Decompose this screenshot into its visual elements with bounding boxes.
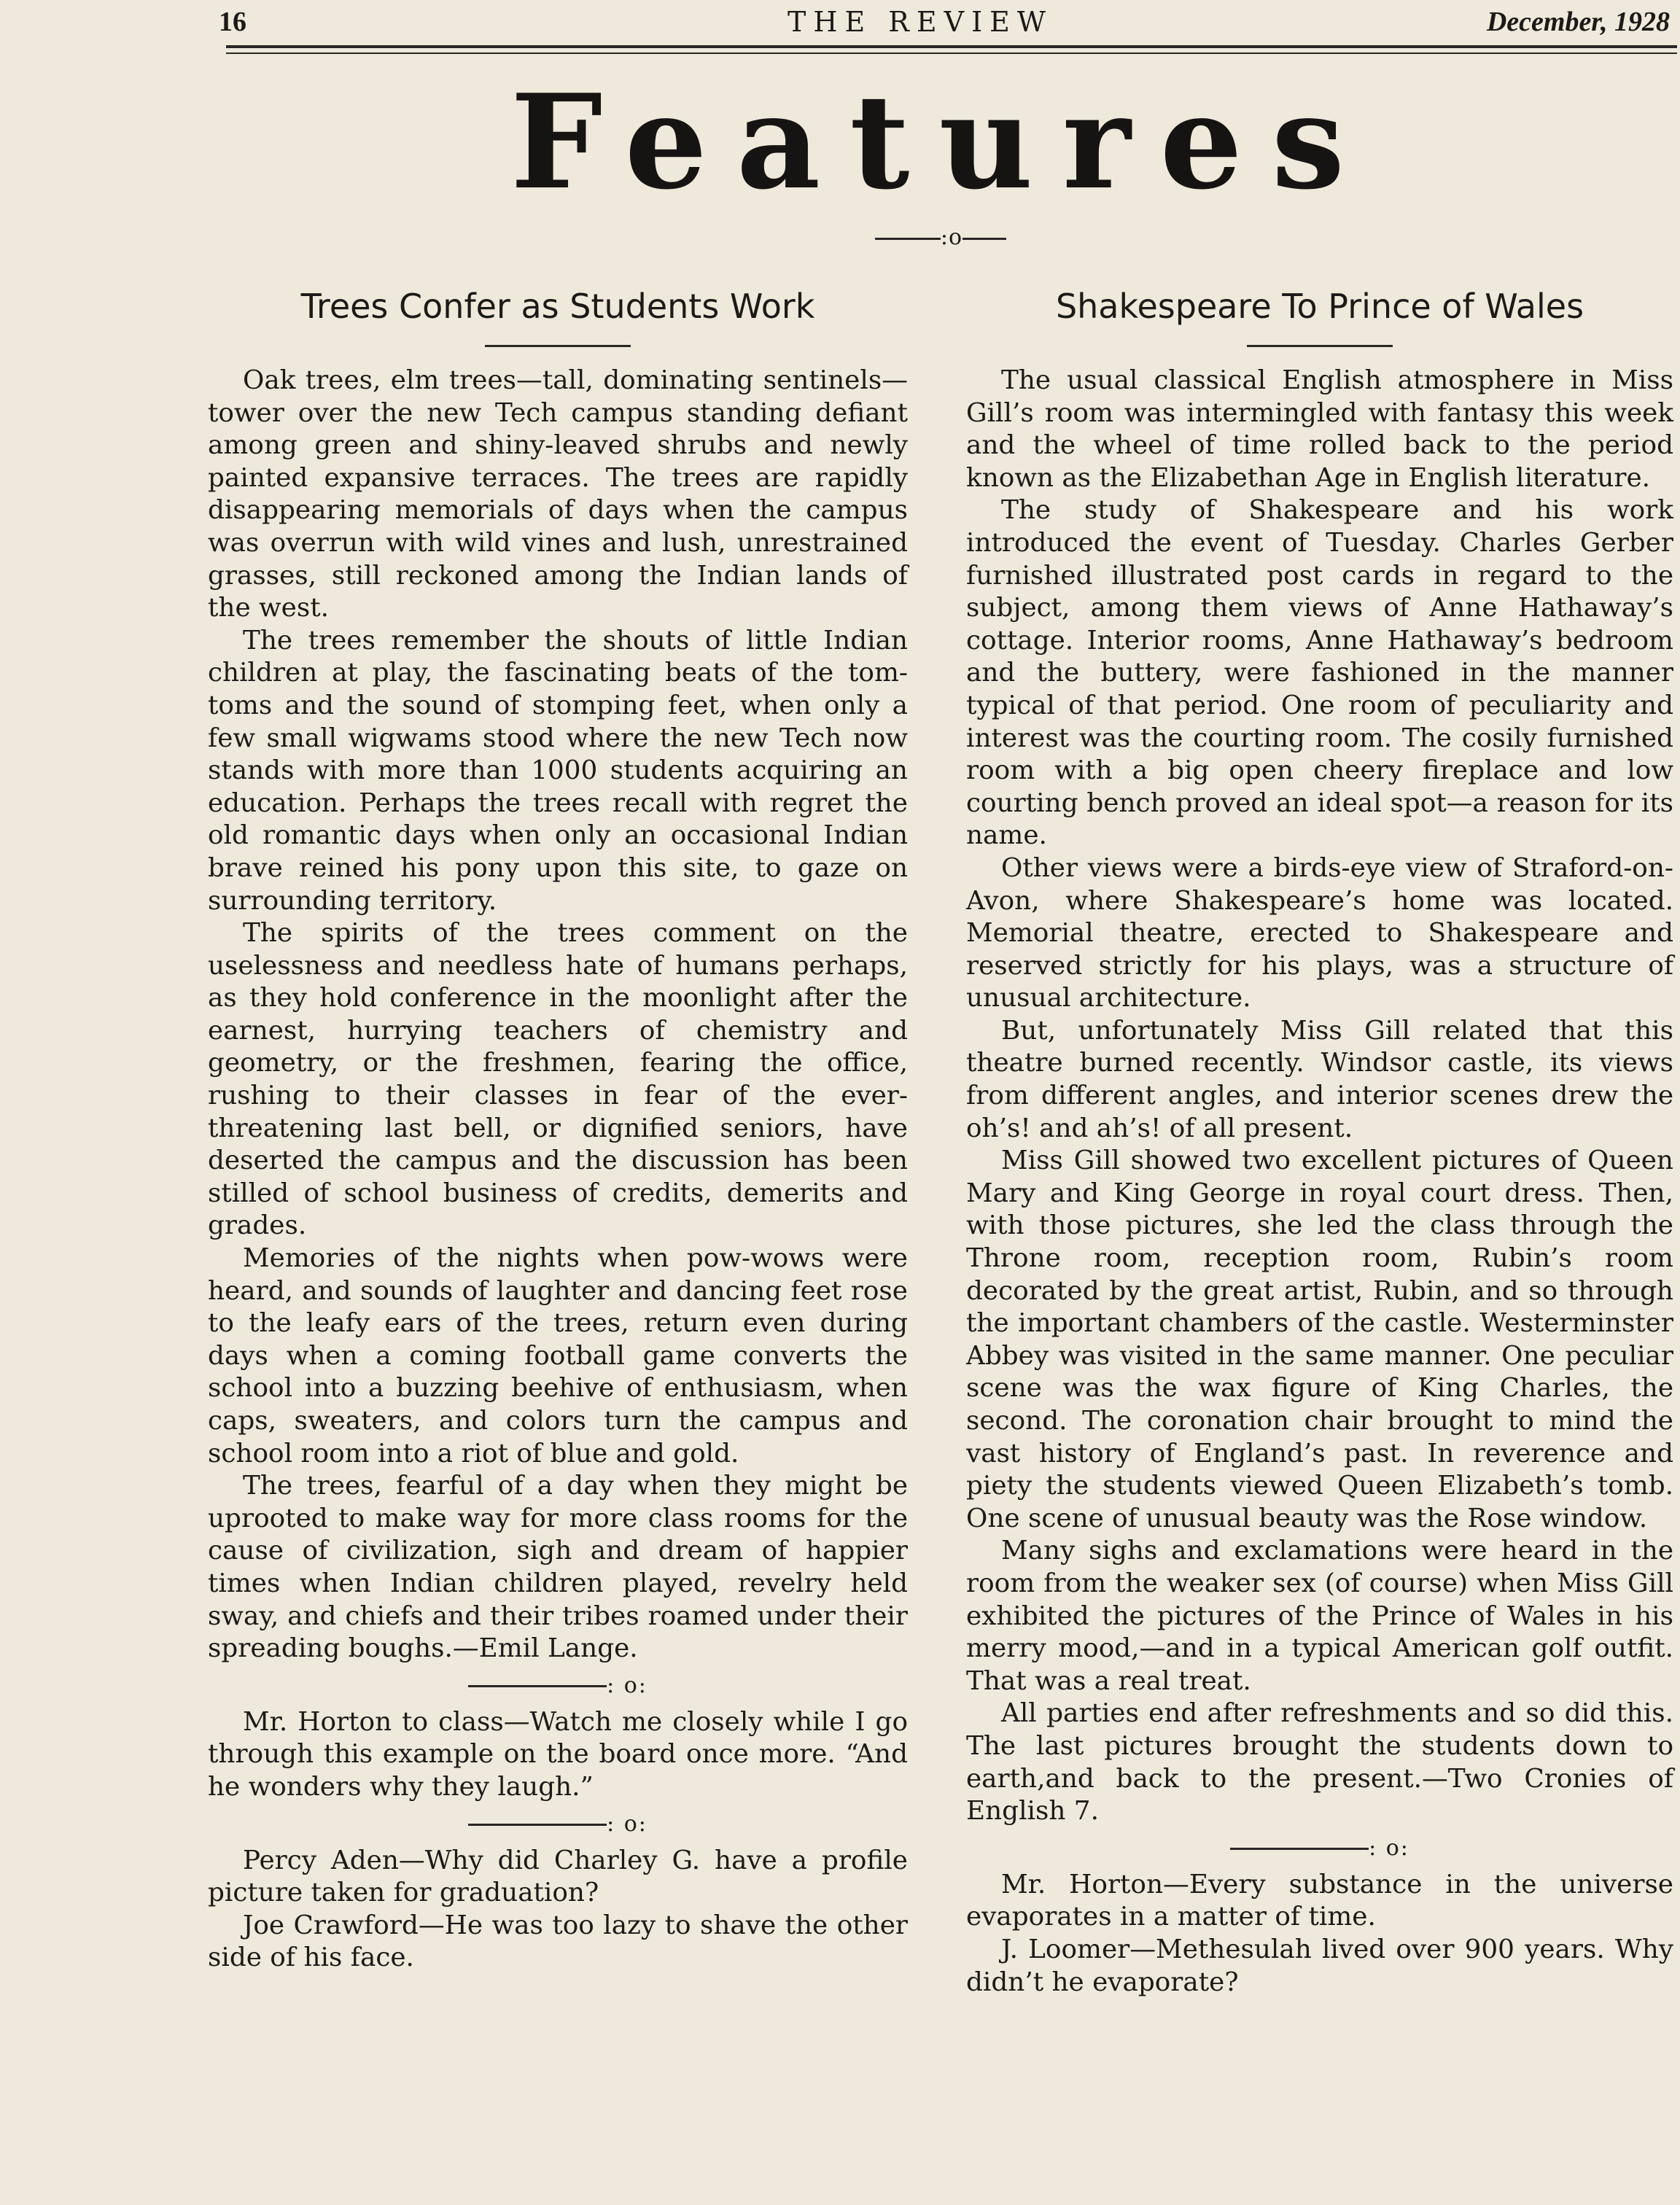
headline-rule bbox=[1247, 345, 1393, 347]
separator-glyph: : o: bbox=[1369, 1835, 1409, 1861]
article-paragraph: The trees remember the shouts of little Indian children at play, the fascinating beats of the tom-toms and the sound of stomping feet, when only a few small wigwams stood where the new Tech now stands with more than 1000 students acquiring an education. Perhaps the trees recall with regret the old romantic days when only an occasional Indian brave reined his pony upon this site, to gaze on surrounding territory. bbox=[208, 625, 908, 916]
section-title: Features bbox=[510, 66, 1374, 218]
joke-paragraph: Mr. Horton to class—Watch me closely while I go through this example on the board once more. “And he wonders why they laugh.” bbox=[208, 1706, 908, 1802]
header-rule-top bbox=[226, 45, 1677, 48]
separator-glyph: :o bbox=[940, 225, 963, 250]
article-column-left bbox=[208, 281, 908, 2147]
article-paragraph: All parties end after refreshments and so did this. The last pictures brought the students down to earth,and back to the present.—Two Cronies of English 7. bbox=[966, 1698, 1673, 1827]
headline-rule bbox=[485, 345, 631, 347]
article-paragraph: But, unfortunately Miss Gill related that this theatre burned recently. Windsor castle, its views from different angles, and interior scenes drew the oh’s! and ah’s! of all present. bbox=[966, 1015, 1673, 1143]
article-headline: Trees Confer as Students Work bbox=[300, 287, 815, 326]
issue-date: December, 1928 bbox=[1486, 7, 1670, 37]
joke-paragraph: Percy Aden—Why did Charley G. have a profile picture taken for graduation? bbox=[208, 1845, 908, 1908]
joke-separator bbox=[966, 1834, 1673, 1863]
joke-separator bbox=[208, 1671, 908, 1700]
article-paragraph: Miss Gill showed two excellent pictures of Queen Mary and King George in royal court dress. Then, with those pictures, she led the class through the Throne room, reception room, Rubin’s room decorated by the great artist, Rubin, and so through the important chambers of the castle. Westerminster Abbey was visited in the same manner. One peculiar scene was the wax figure of King Charles, the second. The coronation chair brought to mind the vast history of England’s past. In reverence and piety the students viewed Queen Elizabeth’s tomb. One scene of unusual beauty was the Rose window. bbox=[966, 1146, 1673, 1533]
joke-paragraph: Mr. Horton—Every substance in the universe evaporates in a matter of time. bbox=[966, 1869, 1673, 1932]
article-headline: Shakespeare To Prince of Wales bbox=[1055, 287, 1584, 326]
separator-dash bbox=[962, 238, 1006, 240]
separator-dash bbox=[1230, 1848, 1369, 1850]
separator-glyph: : o: bbox=[607, 1672, 648, 1698]
publication-name: THE REVIEW bbox=[788, 6, 1053, 38]
separator-dash bbox=[468, 1824, 607, 1826]
article-paragraph: Oak trees, elm trees—tall, dominating sentinels—tower over the new Tech campus standing defiant among green and shiny-leaved shrubs and newly painted expansive terraces. The trees are rapidly disappearing memorials of days when the campus was overrun with wild vines and lush, unrestrained grasses, still reckoned among the Indian lands of the west. bbox=[208, 365, 908, 623]
header-rule-bottom bbox=[226, 52, 1677, 54]
joke-separator bbox=[208, 1810, 908, 1839]
page-number: 16 bbox=[219, 7, 246, 37]
separator-dash bbox=[875, 238, 941, 240]
separator-glyph: : o: bbox=[607, 1811, 648, 1837]
section-separator bbox=[853, 225, 1028, 251]
joke-paragraph: J. Loomer—Methesulah lived over 900 years. Why didn’t he evaporate? bbox=[966, 1934, 1673, 1997]
running-header bbox=[219, 4, 1670, 39]
separator-dash bbox=[468, 1685, 607, 1687]
article-paragraph: Other views were a birds-eye view of Straford-on-Avon, where Shakespeare’s home was located. Memorial theatre, erected to Shakespeare and reserved strictly for his plays, was a structure of unusual architecture. bbox=[966, 852, 1673, 1014]
article-paragraph: Memories of the nights when pow-wows were heard, and sounds of laughter and dancing feet rose to the leafy ears of the trees, return even during days when a coming football game converts the school into a buzzing beehive of enthusiasm, when caps, sweaters, and colors turn the campus and school room into a riot of blue and gold. bbox=[208, 1243, 908, 1469]
article-paragraph: The spirits of the trees comment on the uselessness and needless hate of humans perhaps, as they hold conference in the moonlight after the earnest, hurrying teachers of chemistry and geometry, or the freshmen, fearing the office, rushing to their classes in fear of the ever-threatening last bell, or dignified seniors, have deserted the campus and the discussion has been stilled of school business of credits, demerits and grades. bbox=[208, 918, 908, 1241]
article-paragraph: Many sighs and exclamations were heard in the room from the weaker sex (of course) when Miss Gill exhibited the pictures of the Prince of Wales in his merry mood,—and in a typical American golf outfit. That was a real treat. bbox=[966, 1536, 1673, 1696]
article-paragraph: The study of Shakespeare and his work introduced the event of Tuesday. Charles Gerber furnished illustrated post cards in regard to the subject, among them views of Anne Hathaway’s cottage. Interior rooms, Anne Hathaway’s bedroom and the buttery, were fashioned in the manner typical of that period. One room of peculiarity and interest was the courting room. The cosily furnished room with a big open cheery fireplace and low courting bench proved an ideal spot—a reason for its name. bbox=[966, 495, 1673, 851]
joke-paragraph: Joe Crawford—He was too lazy to shave the other side of his face. bbox=[208, 1910, 908, 1973]
article-paragraph: The trees, fearful of a day when they might be uprooted to make way for more class rooms for the cause of civilization, sigh and dream of happier times when Indian children played, revelry held sway, and chiefs and their tribes roamed under their spreading boughs.—Emil Lange. bbox=[208, 1471, 908, 1664]
article-paragraph: The usual classical English atmosphere in Miss Gill’s room was intermingled with fantasy this week and the wheel of time rolled back to the period known as the Elizabethan Age in English literature. bbox=[966, 365, 1673, 493]
article-column-right bbox=[966, 281, 1673, 2147]
